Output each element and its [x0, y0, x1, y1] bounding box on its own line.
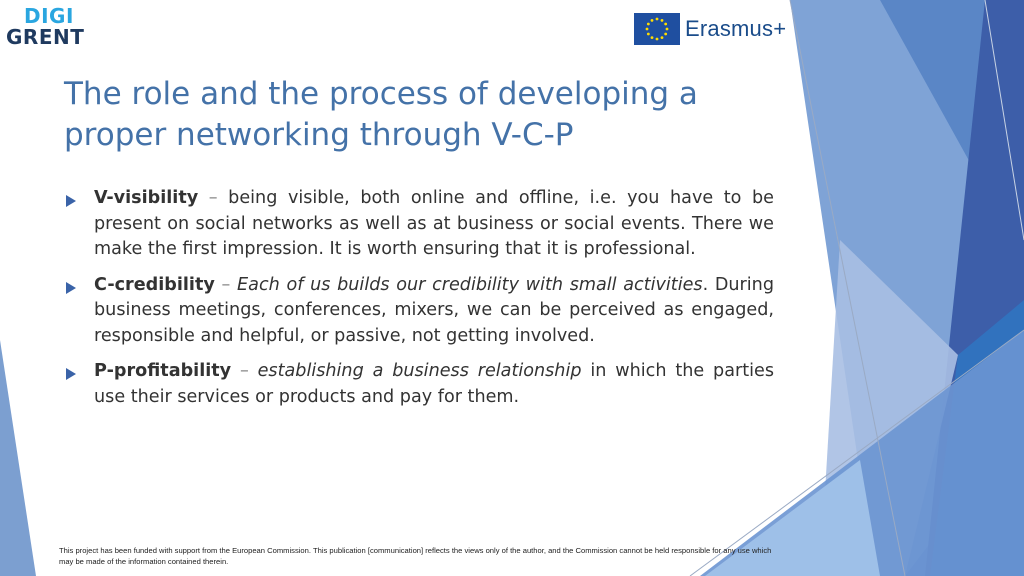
logo-grent-text: GRENT: [6, 25, 85, 49]
bullet-italic-text: Each of us builds our credibility with small activities: [237, 274, 703, 295]
flag-star: [661, 36, 664, 39]
digigrent-logo: [6, 6, 86, 52]
bullet-profitability: [62, 359, 774, 410]
bullet-dash: –: [231, 361, 258, 381]
flag-star: [646, 28, 649, 31]
bullet-credibility: [62, 273, 774, 350]
flag-star: [664, 33, 667, 36]
flag-star: [656, 38, 659, 41]
bullet-list: [62, 186, 774, 420]
bullet-text: being visible, both online and offline, i.e. you have to be present on social networks as well as at business or social events. There we make the first impression. It is worth ensuring that it is professional.: [94, 188, 774, 259]
erasmus-wordmark: Erasmus+: [685, 16, 787, 41]
flag-star: [656, 18, 659, 21]
flag-star: [651, 19, 654, 22]
flag-star: [647, 33, 650, 36]
bullet-text: . During business meetings, conferences, mixers, we can be perceived as engaged, responsible and helpful, or passive, not getting involved.: [94, 274, 774, 346]
flag-star: [661, 19, 664, 22]
flag-star: [666, 28, 669, 31]
slide-title: The role and the process of developing a proper networking through V-C-P: [64, 76, 698, 153]
left-accent-shape: [0, 340, 36, 576]
erasmus-logo: [634, 12, 786, 46]
bullet-dash: –: [214, 274, 238, 295]
triangle-bullet-icon: [66, 195, 76, 207]
triangle-bullet-icon: [66, 282, 76, 294]
bullet-term: C-credibility: [94, 274, 215, 295]
bullet-term: V-visibility: [94, 188, 199, 208]
bullet-text: in which the parties use their services or products and pay for them.: [94, 361, 774, 407]
flag-star: [651, 36, 654, 39]
bullet-italic-text: establishing a business relationship: [257, 361, 582, 381]
logo-digi-text: DIGI: [24, 4, 74, 28]
flag-star: [664, 23, 667, 26]
eu-flag-icon: [634, 13, 680, 45]
triangle-bullet-icon: [66, 368, 76, 380]
bullet-term: P-profitability: [94, 361, 232, 381]
funding-disclaimer: This project has been funded with support from the European Commission. This publication [communication] reflects the views only of the author, and the Commission cannot be held responsible for any use which may be made of the information contained therein.: [59, 546, 772, 566]
bullet-dash: –: [198, 188, 229, 208]
bullet-visibility: [62, 186, 774, 263]
flag-star: [647, 23, 650, 26]
